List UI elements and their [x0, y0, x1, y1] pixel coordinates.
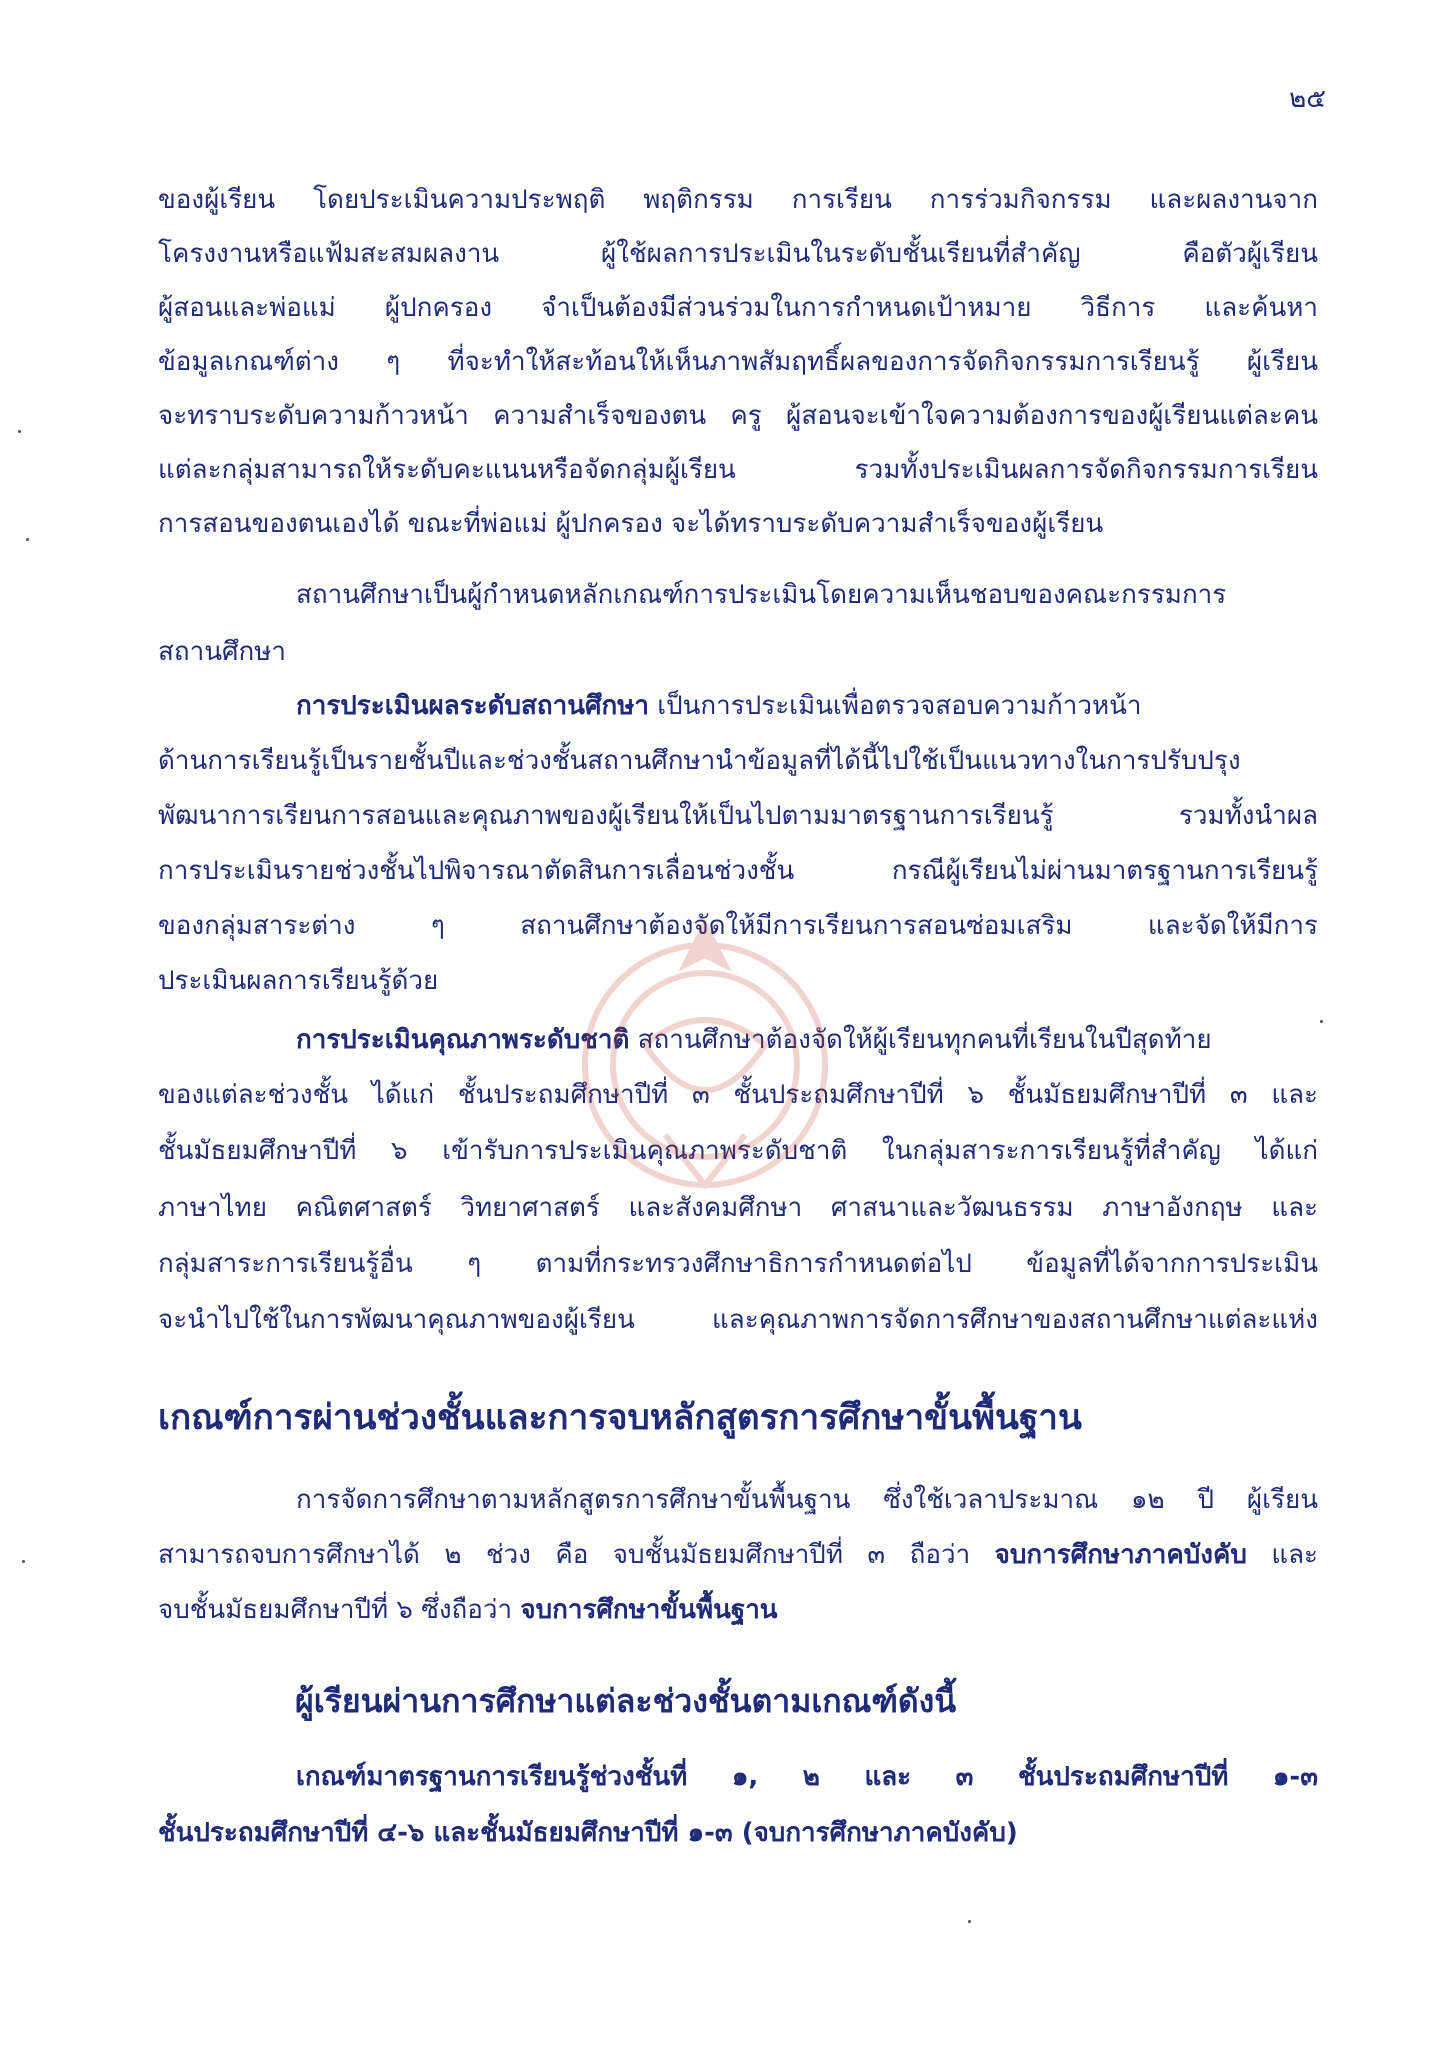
- scan-speck: [26, 538, 29, 541]
- basic-education-term: จบการศึกษาขั้นพื้นฐาน: [520, 1595, 778, 1625]
- scan-speck: [968, 1920, 971, 1923]
- paragraph-5-line-3-pre: จบชั้นมัธยมศึกษาปีที่ ๖ ซึ่งถือว่า: [158, 1595, 521, 1625]
- section-heading: เกณฑ์การผ่านช่วงชั้นและการจบหลักสูตรการศึกษาขั้นพื้นฐาน: [158, 1398, 1082, 1438]
- assessment-school-level-term: การประเมินผลระดับสถานศึกษา: [296, 691, 649, 721]
- scan-speck: [22, 1560, 25, 1563]
- criteria-line-1: เกณฑ์มาตรฐานการเรียนรู้ช่วงชั้นที่ ๑, ๒ และ ๓ ชั้นประถมศึกษาปีที่ ๑-๓: [296, 1762, 1318, 1792]
- paragraph-5-line-1: การจัดการศึกษาตามหลักสูตรการศึกษาขั้นพื้นฐาน ซึ่งใช้เวลาประมาณ ๑๒ ปี ผู้เรียน: [296, 1485, 1318, 1515]
- institution-seal-watermark: [555, 905, 855, 1215]
- paragraph-4-line-4: ภาษาไทย คณิตศาสตร์ วิทยาศาสตร์ และสังคมศึกษา ศาสนาและวัฒนธรรม ภาษาอังกฤษ และ: [158, 1193, 1318, 1223]
- paragraph-3-line-2: ด้านการเรียนรู้เป็นรายชั้นปีและช่วงชั้นสถานศึกษานำข้อมูลที่ได้นี้ไปใช้เป็นแนวทางในการปรับปรุง: [158, 746, 1241, 776]
- compulsory-education-term: จบการศึกษาภาคบังคับ: [994, 1540, 1247, 1570]
- paragraph-1-line-5: จะทราบระดับความก้าวหน้า ความสำเร็จของตน ครู ผู้สอนจะเข้าใจความต้องการของผู้เรียนแต่ละคน: [158, 401, 1318, 431]
- paragraph-5-line-2-post: และ: [1246, 1540, 1319, 1570]
- paragraph-4-line-5: กลุ่มสาระการเรียนรู้อื่น ๆ ตามที่กระทรวงศึกษาธิการกำหนดต่อไป ข้อมูลที่ได้จากการประเมิน: [158, 1249, 1318, 1279]
- scan-speck: [18, 430, 21, 433]
- paragraph-1-line-2: โครงงานหรือแฟ้มสะสมผลงาน ผู้ใช้ผลการประเมินในระดับชั้นเรียนที่สำคัญ คือตัวผู้เรียน: [158, 239, 1318, 269]
- paragraph-1-line-3: ผู้สอนและพ่อแม่ ผู้ปกครอง จำเป็นต้องมีส่วนร่วมในการกำหนดเป้าหมาย วิธีการ และค้นหา: [158, 293, 1318, 323]
- paragraph-2-line-1: สถานศึกษาเป็นผู้กำหนดหลักเกณฑ์การประเมินโดยความเห็นชอบของคณะกรรมการ: [296, 580, 1227, 610]
- assessment-national-level-term: การประเมินคุณภาพระดับชาติ: [296, 1025, 630, 1055]
- paragraph-5-line-3: [158, 1590, 1318, 1630]
- paragraph-3-line-1: [296, 686, 1318, 726]
- paragraph-3-line-5: ของกลุ่มสาระต่าง ๆ สถานศึกษาต้องจัดให้มีการเรียนการสอนซ่อมเสริม และจัดให้มีการ: [158, 911, 1318, 941]
- scan-speck: [1320, 1020, 1323, 1023]
- subsection-heading: ผู้เรียนผ่านการศึกษาแต่ละช่วงชั้นตามเกณฑ์ดังนี้: [295, 1682, 957, 1720]
- paragraph-4-line-3: ชั้นมัธยมศึกษาปีที่ ๖ เข้ารับการประเมินคุณภาพระดับชาติ ในกลุ่มสาระการเรียนรู้ที่สำคัญ ได้แก่: [158, 1136, 1318, 1166]
- paragraph-4-line-1-text: สถานศึกษาต้องจัดให้ผู้เรียนทุกคนที่เรียนในปีสุดท้าย: [629, 1025, 1212, 1055]
- paragraph-5-line-2-pre: สามารถจบการศึกษาได้ ๒ ช่วง คือ จบชั้นมัธยมศึกษาปีที่ ๓ ถือว่า: [158, 1540, 995, 1570]
- paragraph-4-line-2: ของแต่ละช่วงชั้น ได้แก่ ชั้นประถมศึกษาปีที่ ๓ ชั้นประถมศึกษาปีที่ ๖ ชั้นมัธยมศึกษาปีที่ ๓ และ: [158, 1080, 1318, 1110]
- paragraph-3-line-3: พัฒนาการเรียนการสอนและคุณภาพของผู้เรียนให้เป็นไปตามมาตรฐานการเรียนรู้ รวมทั้งนำผล: [158, 801, 1318, 831]
- paragraph-1-line-6: แต่ละกลุ่มสามารถให้ระดับคะแนนหรือจัดกลุ่มผู้เรียน รวมทั้งประเมินผลการจัดกิจกรรมการเรียน: [158, 455, 1318, 485]
- paragraph-5-line-2: [158, 1535, 1318, 1575]
- paragraph-1-line-1: ของผู้เรียน โดยประเมินความประพฤติ พฤติกรรม การเรียน การร่วมกิจกรรม และผลงานจาก: [158, 185, 1318, 215]
- paragraph-1-line-4: ข้อมูลเกณฑ์ต่าง ๆ ที่จะทำให้สะท้อนให้เห็นภาพสัมฤทธิ์ผลของการจัดกิจกรรมการเรียนรู้ ผู้เรียน: [158, 347, 1318, 377]
- criteria-line-2: ชั้นประถมศึกษาปีที่ ๔-๖ และชั้นมัธยมศึกษาปีที่ ๑-๓ (จบการศึกษาภาคบังคับ): [158, 1818, 1018, 1848]
- paragraph-3-line-4: การประเมินรายช่วงชั้นไปพิจารณาตัดสินการเลื่อนช่วงชั้น กรณีผู้เรียนไม่ผ่านมาตรฐานการเรียนรู้: [158, 856, 1318, 886]
- paragraph-2-line-2: สถานศึกษา: [158, 637, 286, 667]
- paragraph-3-line-1-text: เป็นการประเมินเพื่อตรวจสอบความก้าวหน้า: [649, 691, 1142, 721]
- page-number: ๒๕: [1289, 84, 1326, 114]
- paragraph-1-line-7: การสอนของตนเองได้ ขณะที่พ่อแม่ ผู้ปกครอง จะได้ทราบระดับความสำเร็จของผู้เรียน: [158, 509, 1104, 539]
- paragraph-4-line-6: จะนำไปใช้ในการพัฒนาคุณภาพของผู้เรียน และคุณภาพการจัดการศึกษาของสถานศึกษาแต่ละแห่ง: [158, 1305, 1318, 1335]
- paragraph-3-line-6: ประเมินผลการเรียนรู้ด้วย: [158, 966, 439, 996]
